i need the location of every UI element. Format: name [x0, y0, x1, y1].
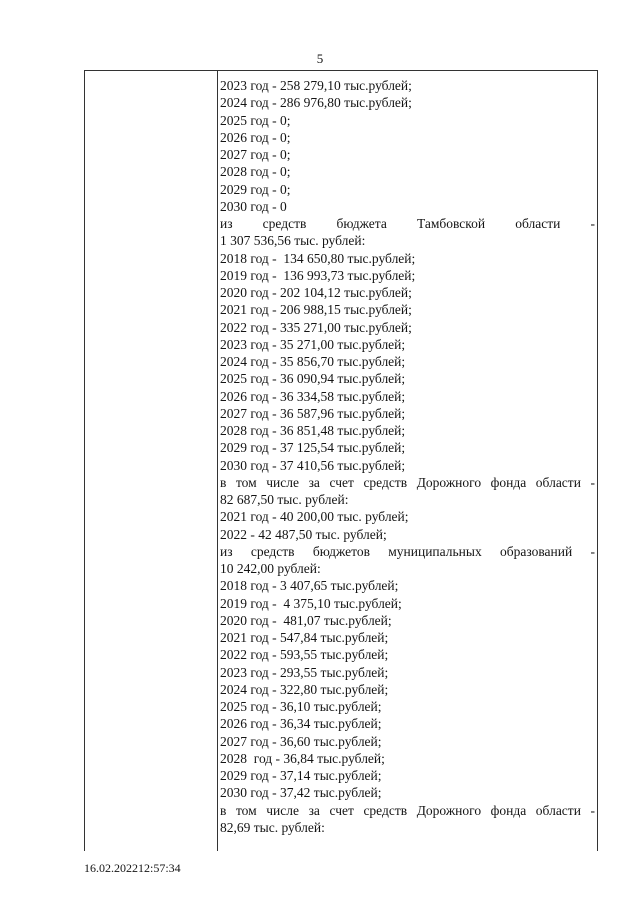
text-line: в том числе за счет средств Дорожного фонда области - [220, 474, 595, 490]
text-line: 2029 год - 37,14 тыс.рублей; [220, 768, 382, 783]
text-line: 2027 год - 36,60 тыс.рублей; [220, 733, 382, 749]
text-line: из средств бюджетов муниципальных образований - [220, 543, 595, 559]
text-line: 2021 год - 206 988,15 тыс.рублей; [220, 302, 412, 318]
text-line: 2020 год - 481,07 тыс.рублей; [220, 612, 392, 628]
text-line: 2029 год - 0; [220, 181, 291, 197]
footer-timestamp: 16.02.202212:57:34 [84, 861, 181, 875]
text-line: 2024 год - 286 976,80 тыс.рублей; [220, 95, 412, 111]
text-line: 2029 год - 37 125,54 тыс.рублей; [220, 440, 406, 456]
text-line: 82,69 тыс. рублей: [220, 819, 325, 835]
text-line: 2023 год - 258 279,10 тыс.рублей; [220, 78, 412, 93]
text-line: 2025 год - 0; [220, 112, 291, 128]
text-line: 10 242,00 рублей: [220, 561, 321, 576]
text-line: 2023 год - 293,55 тыс.рублей; [220, 664, 389, 680]
text-line: 2019 год - 136 993,73 тыс.рублей; [220, 267, 416, 283]
text-line: 1 307 536,56 тыс. рублей: [220, 233, 366, 249]
funding-details-cell [220, 77, 595, 836]
text-line: 2028 год - 36 851,48 тыс.рублей; [220, 423, 406, 438]
text-line: из средств бюджета Тамбовской области - [220, 216, 595, 231]
text-line: в том числе за счет средств Дорожного фонда области - [220, 802, 595, 818]
text-line: 2027 год - 0; [220, 147, 291, 162]
page-number: 5 [316, 51, 324, 66]
text-line: 2030 год - 37 410,56 тыс.рублей; [220, 457, 406, 473]
text-line: 2030 год - 0 [220, 198, 287, 214]
text-line: 2030 год - 37,42 тыс.рублей; [220, 785, 382, 801]
text-line: 2018 год - 134 650,80 тыс.рублей; [220, 250, 416, 266]
text-line: 2018 год - 3 407,65 тыс.рублей; [220, 578, 399, 594]
text-line: 2026 год - 36 334,58 тыс.рублей; [220, 388, 406, 404]
text-line: 82 687,50 тыс. рублей: [220, 492, 349, 507]
text-line: 2026 год - 36,34 тыс.рублей; [220, 716, 382, 732]
column-divider [217, 71, 218, 851]
text-line: 2024 год - 35 856,70 тыс.рублей; [220, 354, 406, 369]
text-line: 2022 год - 335 271,00 тыс.рублей; [220, 319, 412, 335]
text-line: 2028 год - 0; [220, 164, 291, 180]
text-line: 2025 год - 36,10 тыс.рублей; [220, 699, 382, 714]
text-line: 2021 год - 547,84 тыс.рублей; [220, 630, 389, 645]
text-line: 2022 - 42 487,50 тыс. рублей; [220, 526, 387, 542]
text-line: 2027 год - 36 587,96 тыс.рублей; [220, 405, 406, 421]
text-line: 2020 год - 202 104,12 тыс.рублей; [220, 285, 412, 300]
text-line: 2023 год - 35 271,00 тыс.рублей; [220, 336, 406, 352]
text-line: 2025 год - 36 090,94 тыс.рублей; [220, 371, 406, 387]
funding-table [84, 70, 598, 851]
text-line: 2021 год - 40 200,00 тыс. рублей; [220, 509, 409, 525]
text-line: 2024 год - 322,80 тыс.рублей; [220, 681, 389, 697]
text-line: 2022 год - 593,55 тыс.рублей; [220, 647, 389, 663]
text-line: 2019 год - 4 375,10 тыс.рублей; [220, 595, 402, 611]
text-line: 2028 год - 36,84 тыс.рублей; [220, 750, 385, 766]
text-line: 2026 год - 0; [220, 129, 291, 145]
